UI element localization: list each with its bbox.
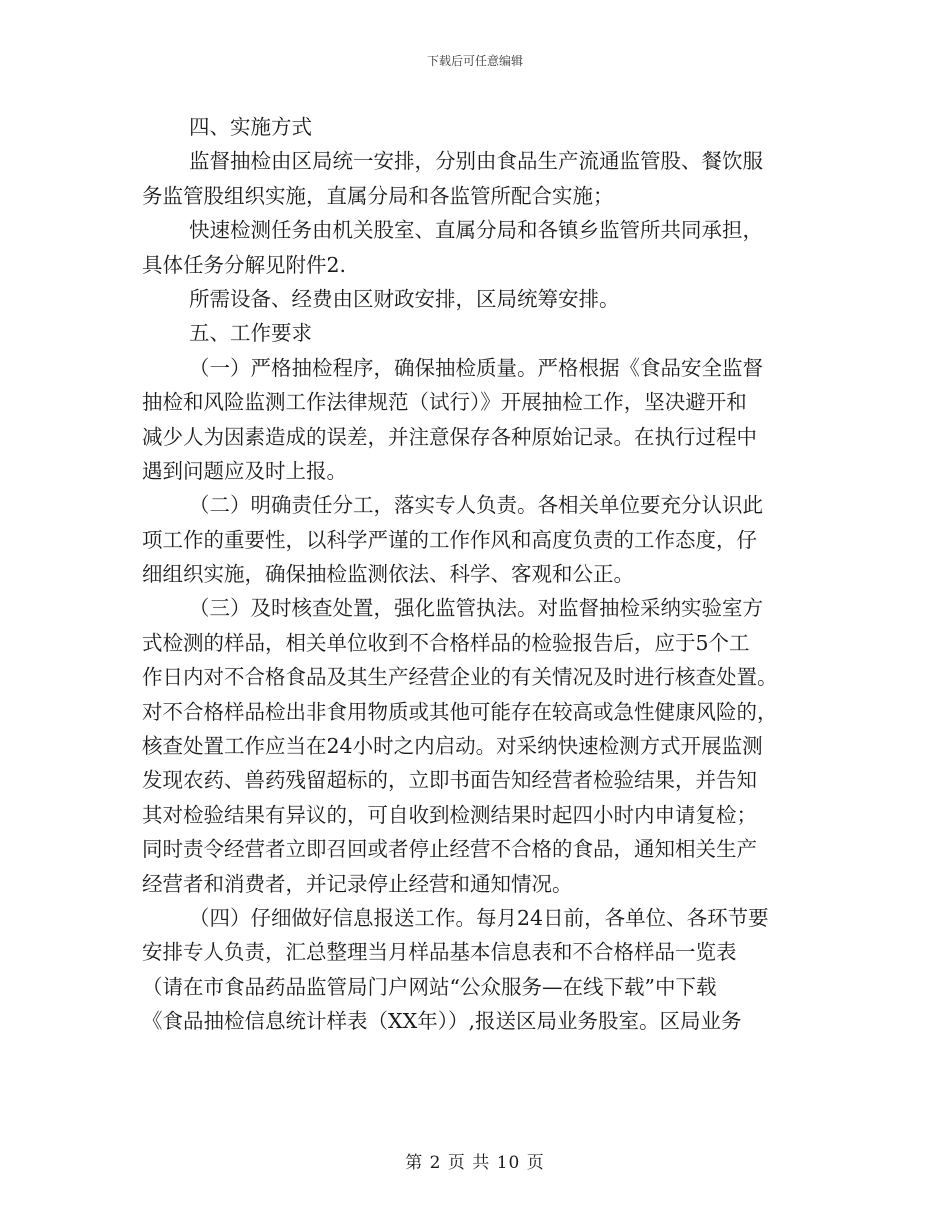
body-line: 同时责令经营者立即召回或者停止经营不合格的食品，通知相关生产	[142, 837, 757, 862]
body-line: 务监管股组织实施，直属分局和各监管所配合实施；	[142, 183, 614, 208]
body-line: 遇到问题应及时上报。	[142, 458, 347, 483]
body-line: 四、实施方式	[189, 115, 312, 139]
body-line: （一）严格抽检程序，确保抽检质量。严格根据《食品安全监督	[189, 355, 763, 380]
body-line: 所需设备、经费由区财政安排，区局统筹安排。	[189, 286, 620, 311]
body-line: 作日内对不合格食品及其生产经营企业的有关情况及时进行核查处置。	[142, 665, 778, 690]
body-line: 抽检和风险监测工作法律规范（试行）》开展抽检工作，坚决避开和	[142, 390, 747, 415]
body-line: 对不合格样品检出非食用物质或其他可能存在较高或急性健康风险的，	[142, 699, 778, 724]
body-line: 《食品抽检信息统计样表（XX年））,报送区局业务股室。区局业务	[142, 1009, 742, 1034]
body-line: 式检测的样品，相关单位收到不合格样品的检验报告后，应于5个工	[142, 630, 750, 655]
body-line: 发现农药、兽药残留超标的，立即书面告知经营者检验结果，并告知	[142, 768, 757, 793]
body-line: 项工作的重要性，以科学严谨的工作作风和高度负责的工作态度，仔	[142, 527, 757, 552]
body-line: 监督抽检由区局统一安排，分别由食品生产流通监管股、餐饮服	[189, 149, 763, 174]
body-line: （请在市食品药品监管局门户网站“公众服务—在线下载”中下载	[142, 974, 717, 999]
body-line: 具体任务分解见附件2.	[142, 252, 347, 277]
body-line: （四）仔细做好信息报送工作。每月24日前，各单位、各环节要	[189, 905, 769, 930]
body-line: （二）明确责任分工，落实专人负责。各相关单位要充分认识此	[189, 493, 763, 518]
body-line: 五、工作要求	[189, 321, 312, 346]
body-line: 经营者和消费者，并记录停止经营和通知情况。	[142, 871, 573, 896]
body-line: 减少人为因素造成的误差，并注意保存各种原始记录。在执行过程中	[142, 424, 757, 449]
body-line: （三）及时核查处置，强化监管执法。对监督抽检采纳实验室方	[189, 596, 763, 621]
body-line: 安排专人负责，汇总整理当月样品基本信息表和不合格样品一览表	[142, 940, 737, 965]
document-body	[142, 110, 810, 1039]
body-line: 其对检验结果有异议的，可自收到检测结果时起四小时内申请复检；	[142, 802, 757, 827]
body-line: 快速检测任务由机关股室、直属分局和各镇乡监管所共同承担，	[189, 218, 763, 243]
body-line: 核查处置工作应当在24小时之内启动。对采纳快速检测方式开展监测	[142, 734, 763, 759]
page-footer: 第 2 页 共 10 页	[405, 1153, 545, 1173]
body-line: 细组织实施，确保抽检监测依法、科学、客观和公正。	[142, 562, 634, 587]
page-header: 下载后可任意编辑	[426, 54, 523, 68]
